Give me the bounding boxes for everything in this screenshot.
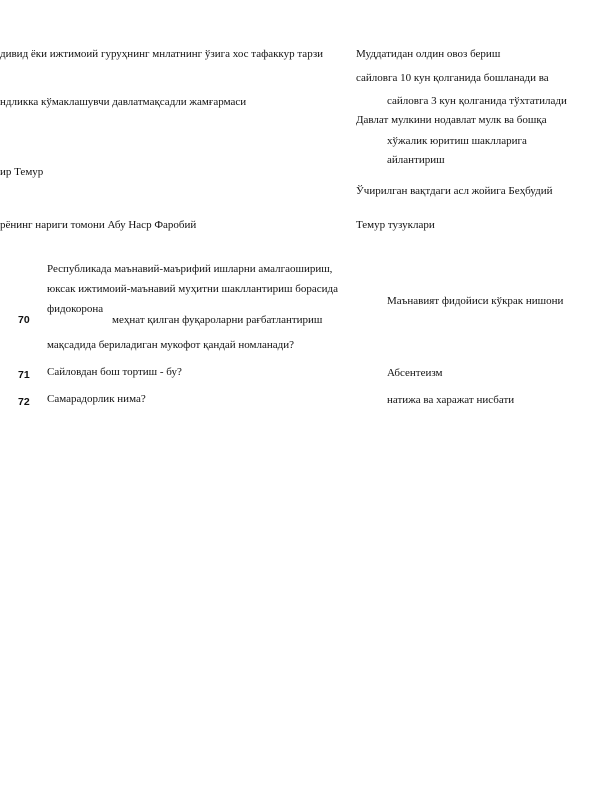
- question-text-line: фидокорона: [47, 303, 104, 315]
- left-line-1: дивид ёки ижтимоий гуруҳнинг мнлатнинг ўзига хос тафаккур тарзи: [0, 48, 324, 60]
- right-line-7: Ўчирилган вақтдаги асл жойига Беҳбудий: [356, 185, 553, 197]
- left-line-2: ндликка кўмаклашувчи давлатмақсадли жамғармаси: [0, 96, 247, 108]
- answer-text: Абсентеизм: [387, 367, 443, 379]
- right-line-1: Муддатидан олдин овоз бериш: [356, 48, 501, 60]
- right-line-2: сайловга 10 кун қолганида бошланади ва: [356, 72, 549, 84]
- question-text-line: Республикада маънавий-маърифий ишларни амалгаошириш,: [47, 263, 333, 275]
- question-number: 70: [18, 314, 30, 326]
- answer-text: Маънавият фидойиси кўкрак нишони: [387, 295, 564, 307]
- right-line-3: сайловга 3 кун қолганида тўхтатилади: [387, 95, 567, 107]
- question-text-line: Самарадорлик нима?: [47, 393, 146, 405]
- right-line-8: Темур тузуклари: [356, 219, 435, 231]
- question-text-line: меҳнат қилган фуқароларни рағбатлантириш: [112, 314, 323, 326]
- right-line-6: айлантириш: [387, 154, 445, 166]
- question-text-line: Сайловдан бош тортиш - бу?: [47, 366, 182, 378]
- right-line-4: Давлат мулкини нодавлат мулк ва бошқа: [356, 114, 547, 126]
- question-number: 72: [18, 396, 30, 408]
- answer-text: натижа ва харажат нисбати: [387, 394, 515, 406]
- right-line-5: хўжалик юритиш шаклларига: [387, 135, 527, 147]
- left-line-4: рёнинг нариги томони Абу Наср Фаробий: [0, 219, 197, 231]
- question-text-line: юксак ижтимоий-маънавий муҳитни шакллантириш борасида: [47, 283, 338, 295]
- question-text-line: мақсадида бериладиган мукофот қандай номланади?: [47, 339, 294, 351]
- left-line-3: ир Темур: [0, 166, 44, 178]
- question-number: 71: [18, 369, 30, 381]
